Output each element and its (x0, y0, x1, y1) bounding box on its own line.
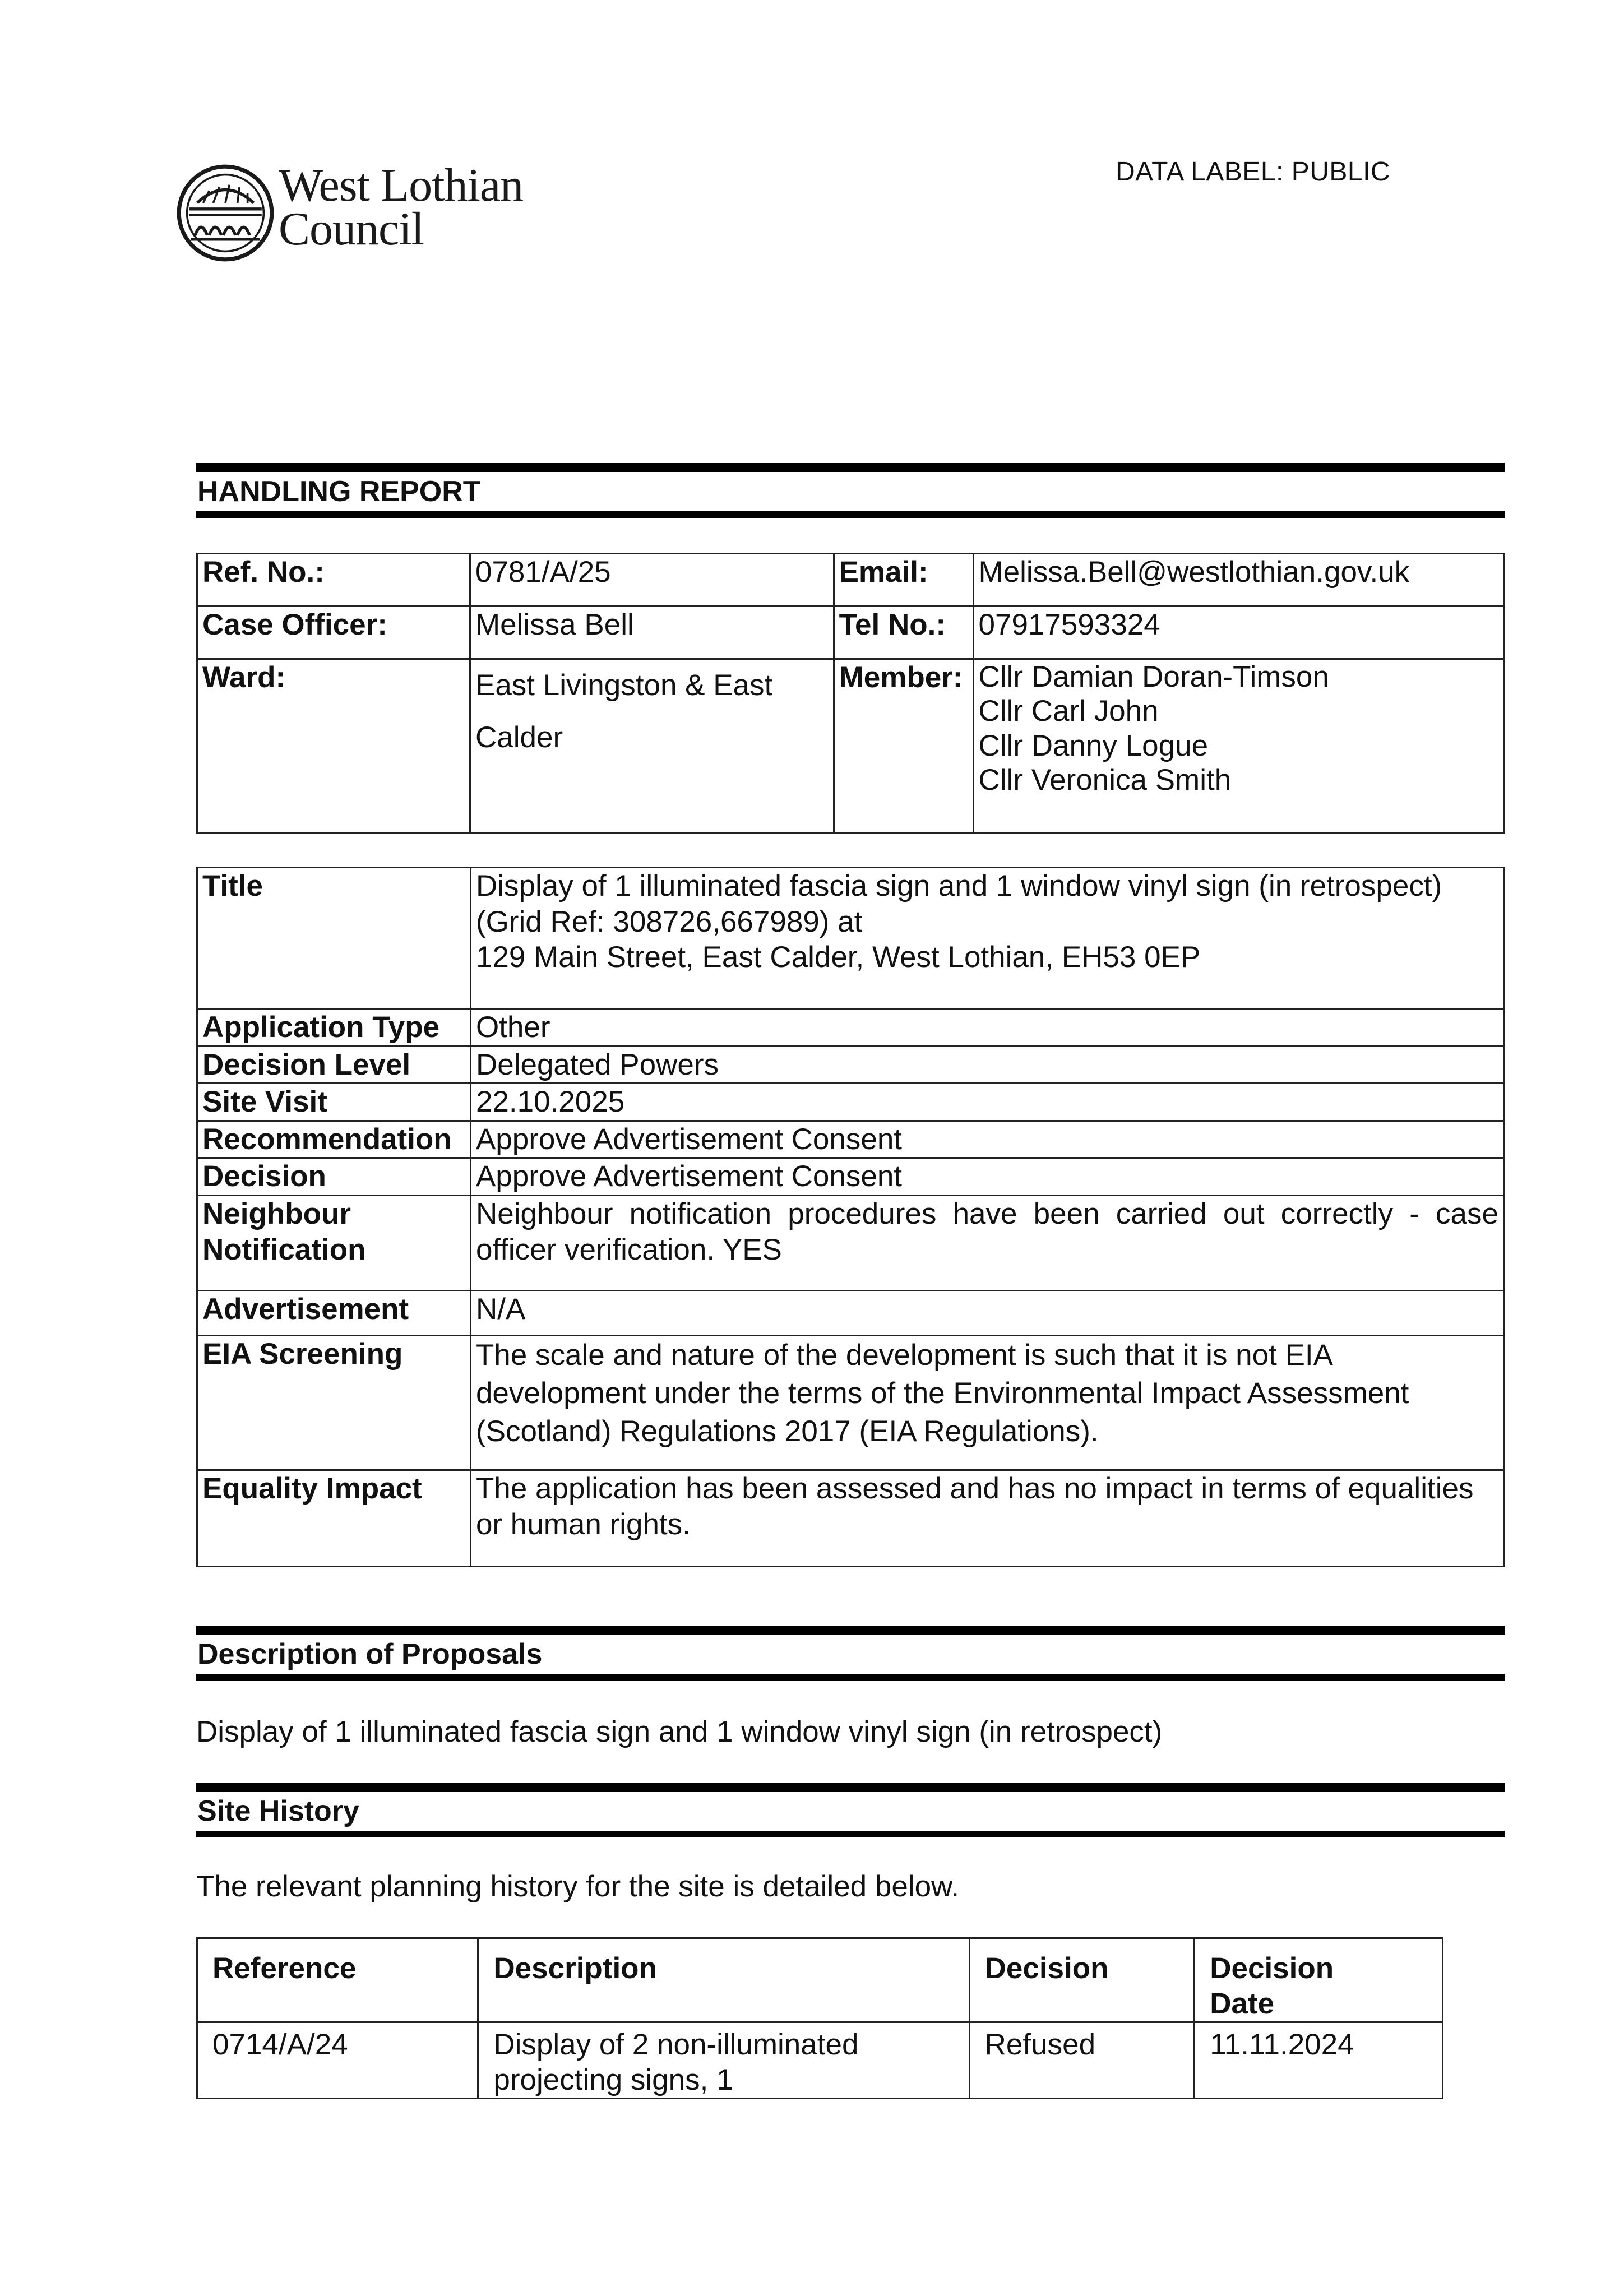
council-name: West Lothian Council (279, 159, 524, 256)
email-label: Email: (834, 554, 973, 607)
equality-impact-label: Equality Impact (197, 1470, 471, 1566)
site-visit-value: 22.10.2025 (470, 1084, 1503, 1121)
recommendation-label: Recommendation (197, 1121, 471, 1158)
officer-value: Melissa Bell (470, 607, 834, 659)
site-visit-label: Site Visit (197, 1084, 471, 1121)
column-header-decision-date: Decision Date (1195, 1938, 1443, 2022)
tel-label: Tel No.: (834, 607, 973, 659)
description-text: Display of 1 illuminated fascia sign and 1 window vinyl sign (in retrospect) (196, 1715, 1163, 1748)
council-logo (175, 159, 556, 269)
ward-label: Ward: (197, 659, 470, 833)
site-history-intro: The relevant planning history for the site is detailed below. (196, 1870, 960, 1903)
ref-label: Ref. No.: (197, 554, 470, 607)
table-row (197, 2022, 1443, 2099)
site-history-table (196, 1937, 1443, 2099)
officer-label: Case Officer: (197, 607, 470, 659)
decision-level-label: Decision Level (197, 1046, 471, 1084)
neighbour-notification-value: Neighbour notification procedures have been carried out correctly - case officer verification. YES (470, 1195, 1503, 1290)
member-item: Cllr Veronica Smith (978, 763, 1232, 797)
handling-report-heading: HANDLING REPORT (196, 463, 1505, 518)
advertisement-label: Advertisement (197, 1290, 471, 1335)
title-label: Title (197, 868, 471, 1009)
column-header-reference: Reference (197, 1938, 478, 2022)
row-decision-date: 11.11.2024 (1195, 2022, 1443, 2099)
application-type-label: Application Type (197, 1009, 471, 1047)
member-label: Member: (834, 659, 973, 833)
column-header-description: Description (478, 1938, 969, 2022)
title-value: Display of 1 illuminated fascia sign and 1 window vinyl sign (in retrospect) (Grid Ref: 308726,667989) at 129 Main Street, East Calder, West Lothian, EH53 0EP (470, 868, 1503, 1009)
member-item: Cllr Danny Logue (978, 729, 1209, 762)
tel-value: 07917593324 (973, 607, 1503, 659)
row-decision: Refused (969, 2022, 1195, 2099)
application-details-table (196, 867, 1505, 1567)
decision-value: Approve Advertisement Consent (470, 1158, 1503, 1196)
row-description: Display of 2 non-illuminated projecting signs, 1 (478, 2022, 969, 2099)
viaduct-emblem-icon (175, 163, 276, 263)
decision-level-value: Delegated Powers (470, 1046, 1503, 1084)
neighbour-notification-label: Neighbour Notification (197, 1195, 471, 1290)
row-reference: 0714/A/24 (197, 2022, 478, 2099)
application-type-value: Other (470, 1009, 1503, 1047)
advertisement-value: N/A (470, 1290, 1503, 1335)
member-item: Cllr Carl John (978, 695, 1159, 728)
eia-screening-label: EIA Screening (197, 1335, 471, 1470)
eia-screening-value: The scale and nature of the development is such that it is not EIA development under the terms of the Environmental Impact Assessment (Scotland) Regulations 2017 (EIA Regulations). (470, 1335, 1503, 1470)
equality-impact-value: The application has been assessed and has no impact in terms of equalities or human rights. (470, 1470, 1503, 1566)
email-value: Melissa.Bell@westlothian.gov.uk (973, 554, 1503, 607)
member-list (973, 659, 1503, 833)
site-history-heading: Site History (196, 1783, 1505, 1837)
description-heading: Description of Proposals (196, 1626, 1505, 1681)
column-header-decision: Decision (969, 1938, 1195, 2022)
data-label: DATA LABEL: PUBLIC (1116, 157, 1391, 187)
decision-label: Decision (197, 1158, 471, 1196)
ref-value: 0781/A/25 (470, 554, 834, 607)
member-item: Cllr Damian Doran-Timson (978, 660, 1329, 693)
case-info-table (196, 553, 1505, 834)
recommendation-value: Approve Advertisement Consent (470, 1121, 1503, 1158)
ward-value: East Livingston & East Calder (470, 659, 834, 833)
